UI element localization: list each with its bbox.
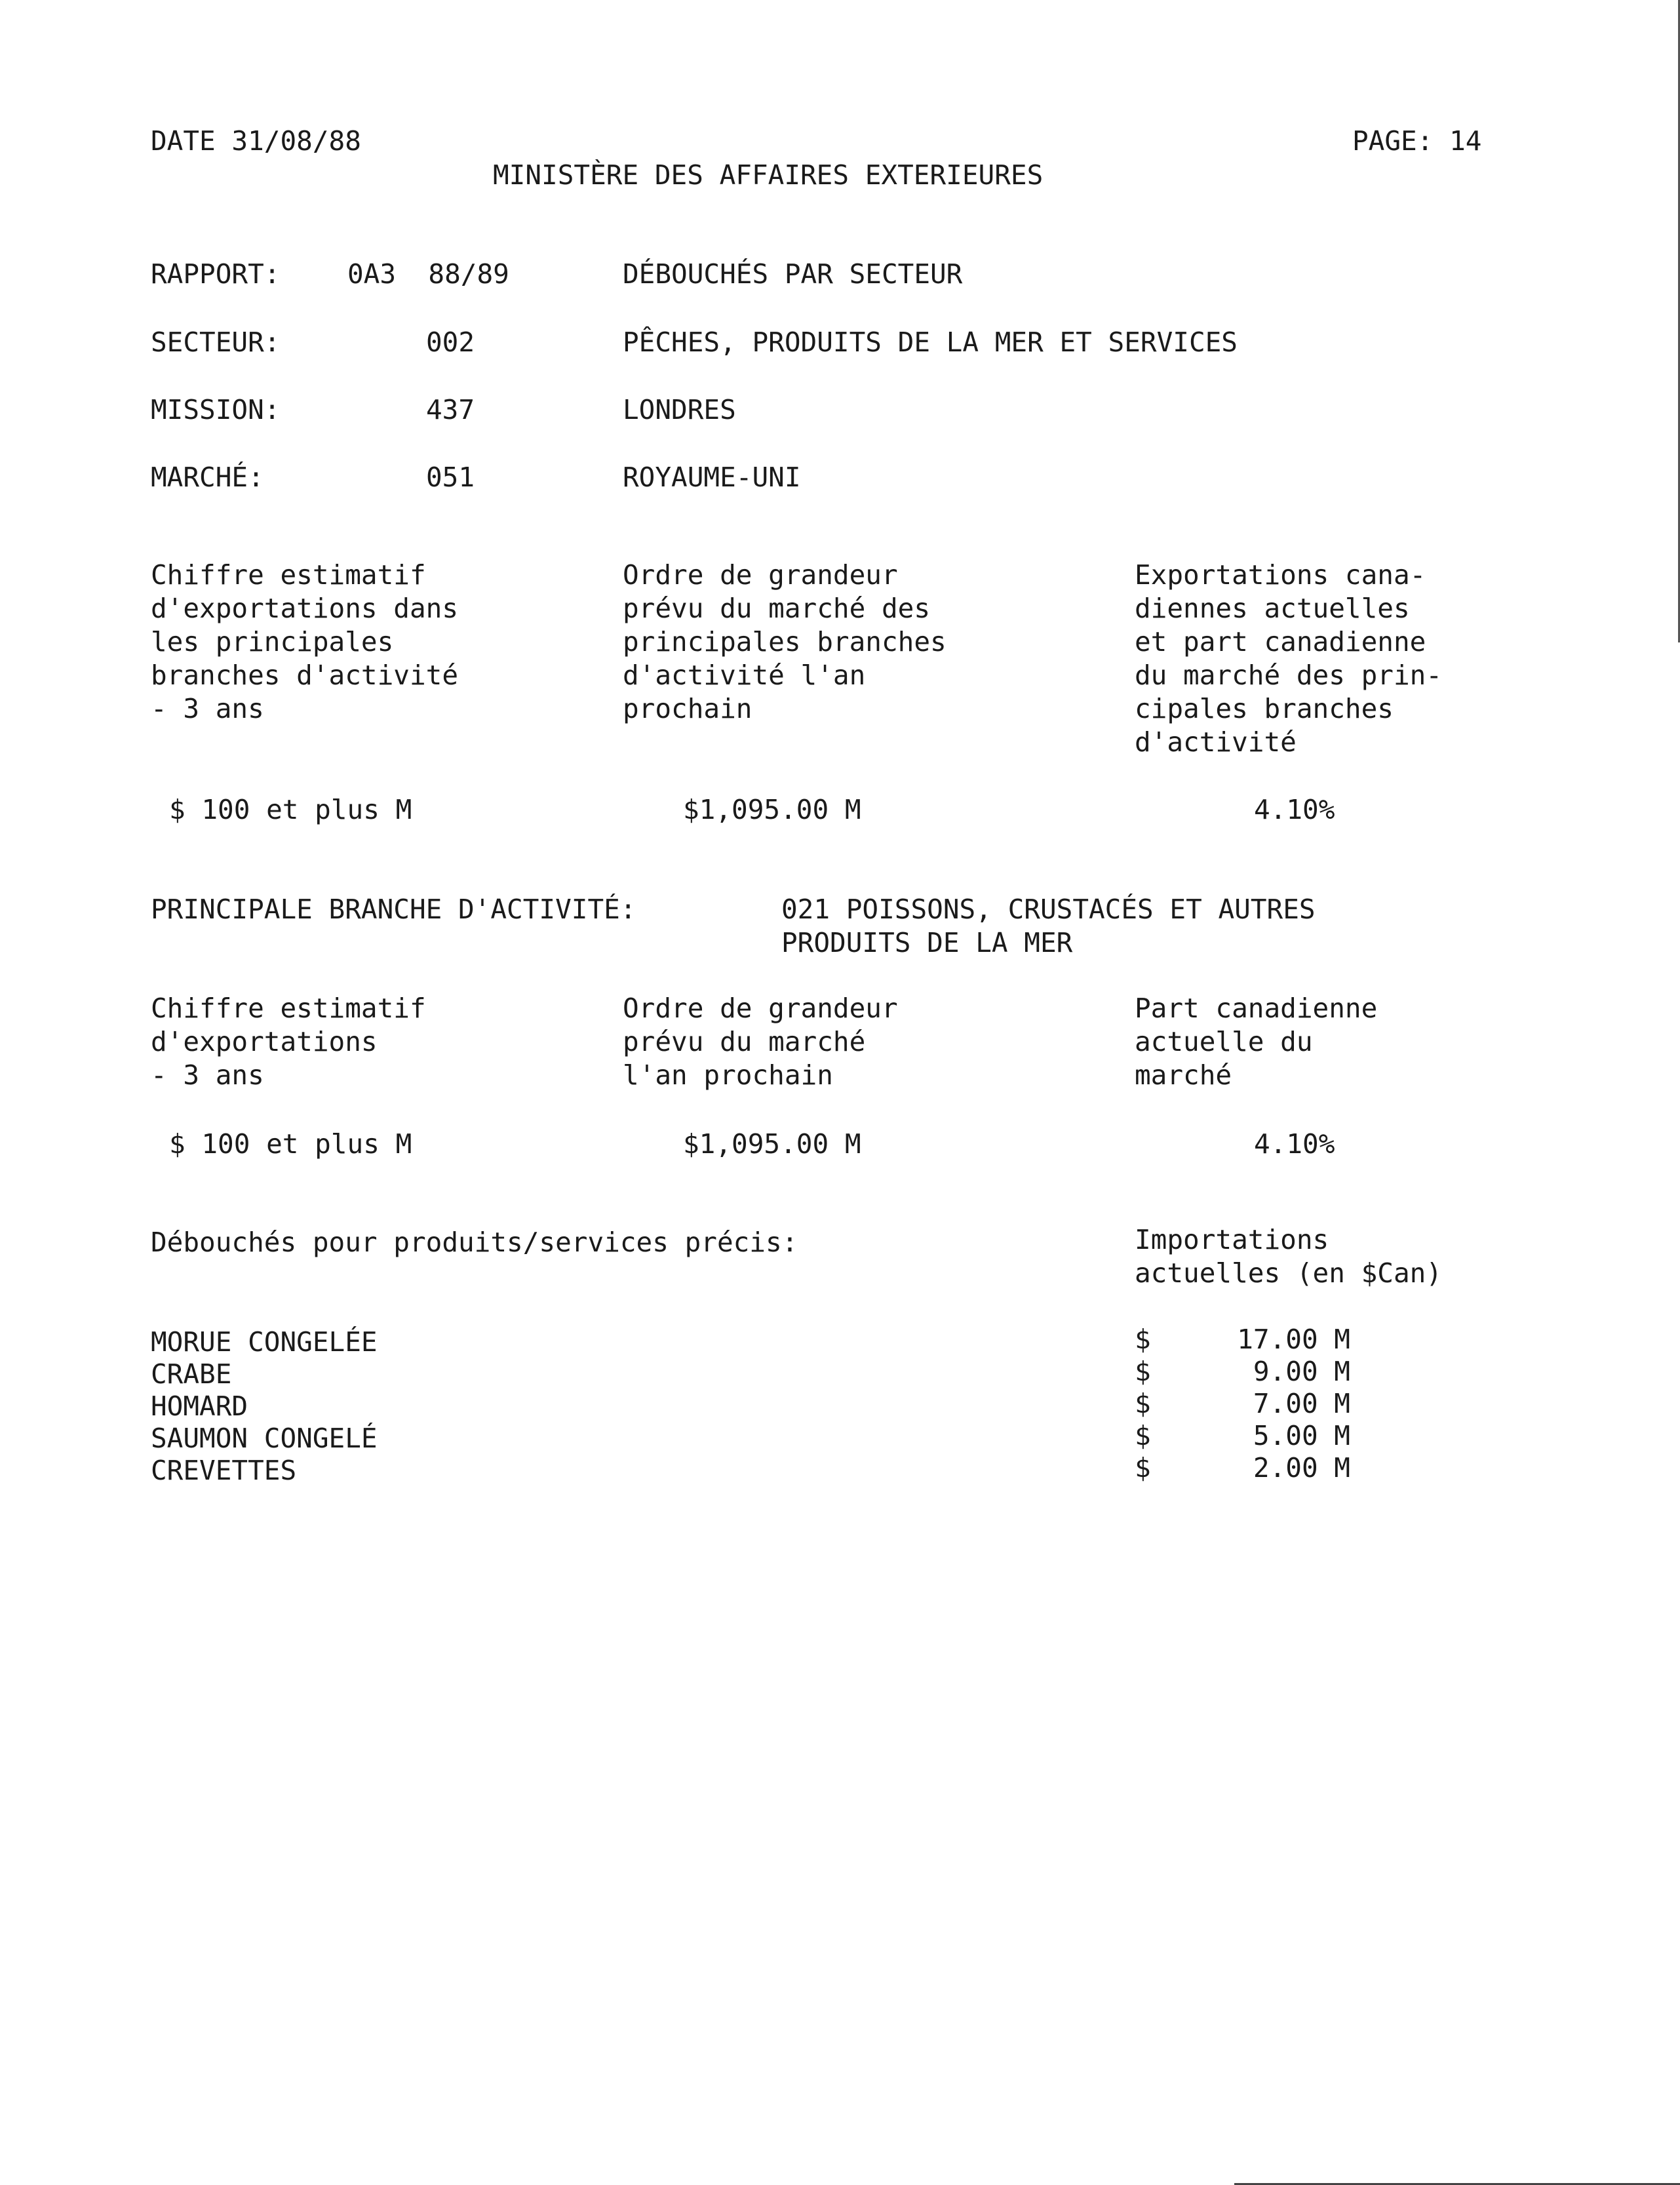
sector-header-market-size: Ordre de grandeur prévu du marché des principales branches d'activité l'an prochain	[623, 559, 947, 724]
rapport-code: 0A3 88/89	[347, 258, 509, 290]
product-name: MORUE CONGELÉE	[151, 1326, 378, 1358]
import-amount: 2.00 M	[1253, 1452, 1350, 1484]
import-amount: 17.00 M	[1237, 1324, 1350, 1355]
report-date: DATE 31/08/88	[151, 125, 361, 157]
import-currency: $	[1135, 1324, 1151, 1355]
sector-header-exports: Chiffre estimatif d'exportations dans les principales branches d'activité - 3 ans	[151, 559, 458, 724]
sector-value-exports: $ 100 et plus M	[169, 794, 412, 825]
import-currency-list	[1135, 1323, 1151, 1484]
branch-value-exports: $ 100 et plus M	[169, 1128, 412, 1160]
opportunities-label: Débouchés pour produits/services précis:	[151, 1227, 798, 1258]
branch-value: 021 POISSONS, CRUSTACÉS ET AUTRES PRODUITS DE LA MER	[781, 894, 1316, 958]
sector-header-canadian-share: Exportations cana- diennes actuelles et part canadienne du marché des prin- cipales branches d'activité	[1135, 559, 1442, 758]
import-amount: 5.00 M	[1253, 1420, 1350, 1451]
product-name: CRABE	[151, 1358, 232, 1390]
import-amount: 9.00 M	[1253, 1356, 1350, 1387]
product-list	[151, 1326, 378, 1486]
page-number: PAGE: 14	[1352, 125, 1482, 157]
marche-value: ROYAUME-UNI	[623, 462, 801, 493]
branch-value-market-size: $1,095.00 M	[683, 1128, 861, 1160]
branch-value-canadian-share: 4.10%	[1254, 1128, 1335, 1160]
import-currency: $	[1135, 1356, 1151, 1387]
import-currency: $	[1135, 1388, 1151, 1419]
ministry-title: MINISTÈRE DES AFFAIRES EXTERIEURES	[493, 159, 1044, 191]
branch-header-exports: Chiffre estimatif d'exportations - 3 ans	[151, 993, 426, 1091]
import-currency: $	[1135, 1452, 1151, 1484]
marche-code: 051	[426, 462, 475, 493]
secteur-value: PÊCHES, PRODUITS DE LA MER ET SERVICES	[623, 326, 1238, 358]
mission-label: MISSION:	[151, 394, 281, 425]
sector-value-canadian-share: 4.10%	[1254, 794, 1335, 825]
import-amount: 7.00 M	[1253, 1388, 1350, 1419]
product-name: HOMARD	[151, 1390, 248, 1422]
branch-header-canadian-share: Part canadienne actuelle du marché	[1135, 993, 1378, 1091]
rapport-value: DÉBOUCHÉS PAR SECTEUR	[623, 258, 963, 290]
sector-value-market-size: $1,095.00 M	[683, 794, 861, 825]
imports-header: Importations actuelles (en $Can)	[1135, 1224, 1442, 1289]
product-name: CREVETTES	[151, 1455, 297, 1486]
secteur-label: SECTEUR:	[151, 326, 281, 358]
product-name: SAUMON CONGELÉ	[151, 1423, 378, 1454]
branch-label: PRINCIPALE BRANCHE D'ACTIVITÉ:	[151, 894, 636, 925]
secteur-code: 002	[426, 326, 475, 358]
rapport-label: RAPPORT:	[151, 258, 281, 290]
import-currency: $	[1135, 1420, 1151, 1451]
marche-label: MARCHÉ:	[151, 462, 264, 493]
branch-header-market-size: Ordre de grandeur prévu du marché l'an prochain	[623, 993, 898, 1091]
mission-code: 437	[426, 394, 475, 425]
mission-value: LONDRES	[623, 394, 736, 425]
import-amount-list	[1167, 1323, 1350, 1484]
